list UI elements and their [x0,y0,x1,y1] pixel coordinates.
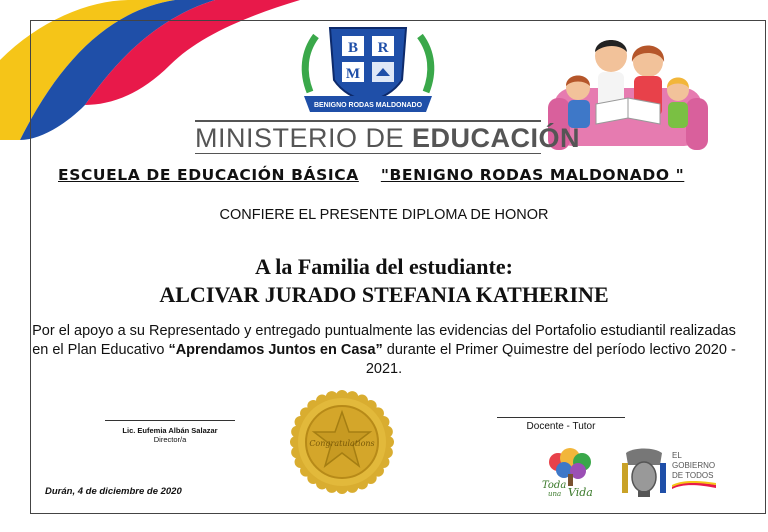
school-crest-logo [298,22,438,122]
toda-word: Toda [542,480,567,491]
teacher-signature-block [497,417,625,432]
gobierno-line1: EL [672,451,682,460]
school-name [58,166,718,184]
ministry-title-bold: EDUCACIÓN [412,123,581,153]
diploma-statement: CONFIERE EL PRESENTE DIPLOMA DE HONOR [219,207,549,223]
teacher-title: Docente - Tutor [526,421,596,432]
gobierno-color-stripe [672,481,716,489]
body-text-part2: durante el Primer Quimestre del período lectivo 2020 - 2021. [365,342,736,377]
gobierno-line2: GOBIERNO [672,461,716,470]
crest-banner-text: BENIGNO RODAS MALDONADO [313,102,423,109]
toda-una-vida-logo [538,446,602,498]
body-text-part1: Por el apoyo a su Representado y entregado puntualmente las evidencias del Portafolio estudiantil realizadas en el Plan Educativo [32,323,736,358]
gold-seal [288,388,396,496]
gobierno-line3: DE TODOS [672,471,714,480]
diploma-body-text [28,322,740,379]
issue-date: Durán, 4 de diciembre de 2020 [45,486,182,497]
school-name-part1: ESCUELA DE EDUCACIÓN BÁSICA [58,166,359,184]
director-signature-block [105,420,235,444]
crest-letter-r: R [377,40,389,56]
ministry-bottom-rule [195,153,541,155]
ministry-title-prefix: MINISTERIO DE [195,123,413,153]
ministry-header [195,118,581,156]
vida-word: Vida [568,486,593,498]
crest-letter-m: M [345,66,361,82]
body-plan-name: “Aprendamos Juntos en Casa” [168,342,383,358]
ecuador-coat-of-arms-icon [620,445,668,499]
ministry-top-rule [195,120,541,122]
gobierno-logo [620,445,732,499]
crest-letter-b: B [347,40,359,56]
student-name: ALCIVAR JURADO STEFANIA KATHERINE [159,282,609,307]
gobierno-wordmark [672,451,716,492]
teacher-signature-line [497,417,625,418]
director-name: Lic. Eufemia Albán Salazar [122,426,218,435]
recipient-heading: A la Familia del estudiante: [255,254,513,279]
una-word: una [548,490,562,498]
director-title: Director/a [153,435,187,444]
director-signature-line [105,420,235,421]
school-name-part2: "BENIGNO RODAS MALDONADO " [380,166,685,184]
ministry-title [195,123,581,154]
seal-text: Congratulations [309,439,375,448]
